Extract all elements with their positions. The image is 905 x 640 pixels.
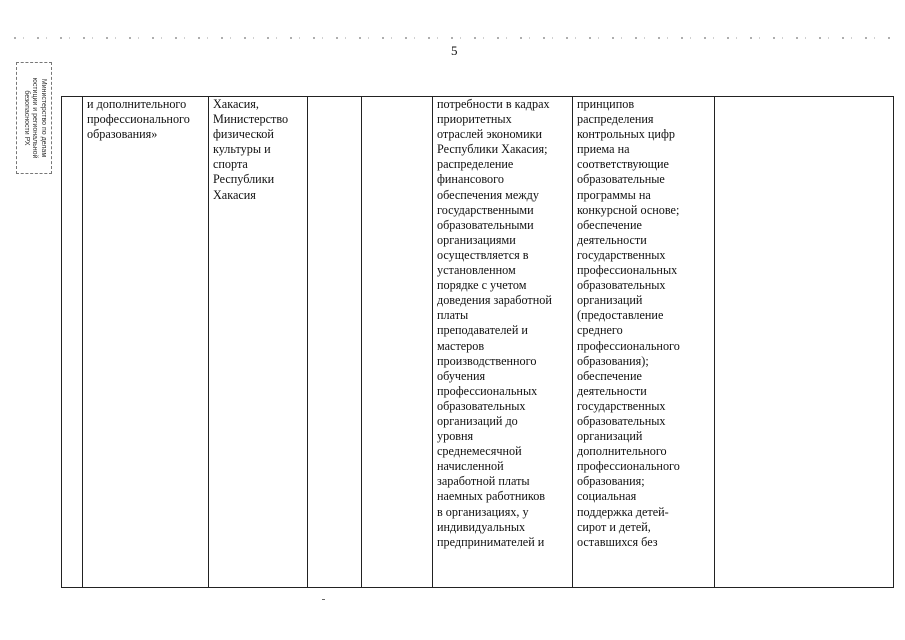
cell-text-line: доведения заработной [437,293,552,308]
cell-text-line: порядке с учетом [437,278,527,293]
cell-text-line: организаций [577,293,643,308]
cell-text-line: социальная [577,489,637,504]
table-cell-expected-results [433,97,573,588]
cell-text-line: образовательными [437,217,534,232]
cell-text-line: профессионального [577,459,680,474]
cell-text-line: обеспечения между [437,187,539,202]
cell-text-line: спорта [213,157,248,172]
cell-text-line: деятельности [577,232,647,247]
cell-text-line: культуры и [213,142,271,157]
cell-text-line: дополнительного [577,444,667,459]
cell-text-line: производственного [437,353,537,368]
cell-text-line: предпринимателей и [437,534,545,549]
cell-text-line: распределение [437,157,514,172]
cell-text-line: образовательные [577,172,665,187]
cell-text-line: организациями [437,232,516,247]
cell-text-line: преподавателей и [437,323,528,338]
cell-text-line: образования); [577,353,649,368]
cell-text-line: образовательных [577,278,666,293]
table-cell-empty [362,97,433,588]
cell-text-line: начисленной [437,459,504,474]
cell-text-line: осуществляется в [437,247,529,262]
cell-text-line: образовательных [577,413,666,428]
cell-text-line: профессиональных [577,263,678,278]
stamp-line: юстиции и региональной [31,77,39,159]
cell-text-line: Хакасия [213,187,256,202]
cell-text-line: государственных [577,247,666,262]
scan-speck [322,599,325,600]
cell-text-line: среднемесячной [437,444,522,459]
cell-text-line: контрольных цифр [577,127,675,142]
cell-text-line: государственными [437,202,534,217]
cell-text-line: профессионального [577,338,680,353]
cell-text-line: образования» [87,127,158,142]
cell-text-line: конкурсной основе; [577,202,680,217]
table-cell-activities [573,97,715,588]
cell-text-line: распределения [577,112,654,127]
page-number: 5 [451,43,458,58]
program-table [61,96,894,588]
table-cell-empty [308,97,362,588]
stamp-text [21,64,47,172]
cell-text-line: отраслей экономики [437,127,543,142]
cell-text-line: в организациях, у [437,504,529,519]
cell-text-line: (предоставление [577,308,664,323]
cell-text-line: среднего [577,323,623,338]
cell-text-line: физической [213,127,274,142]
cell-text-line: установленном [437,263,516,278]
registration-stamp [16,62,52,174]
cell-text-line: профессионального [87,112,190,127]
cell-text-line: обучения [437,368,486,383]
scan-artifact-line [14,37,890,39]
cell-text-line: соответствующие [577,157,669,172]
cell-text-line: образовательных [437,398,526,413]
cell-text-line: и дополнительного [87,97,187,111]
cell-text-line: организаций до [437,413,518,428]
cell-text-line: Министерство [213,112,289,127]
cell-text-line: Республики Хакасия; [437,142,548,157]
cell-text-line: наемных работников [437,489,546,504]
cell-text-line: поддержка детей- [577,504,669,519]
cell-text-line: программы на [577,187,651,202]
table-cell-program [83,97,209,588]
cell-text-line: приема на [577,142,630,157]
cell-text-line: индивидуальных [437,519,526,534]
cell-text-line: профессиональных [437,383,538,398]
stamp-line: Министерство по делам [39,78,47,158]
cell-text-line: Республики [213,172,275,187]
cell-text-line: приоритетных [437,112,512,127]
cell-text-line: уровня [437,429,474,444]
cell-text-line: платы [437,308,469,323]
cell-text-line: принципов [577,97,635,111]
cell-text-line: мастеров [437,338,485,353]
table-cell-empty [715,97,894,588]
cell-text-line: заработной платы [437,474,530,489]
stamp-line: безопасности РХ [22,90,30,146]
cell-text-line: деятельности [577,383,647,398]
cell-text-line: оставшихся без [577,534,658,549]
cell-text-line: сирот и детей, [577,519,651,534]
table-row [62,97,894,588]
table-cell-index [62,97,83,588]
cell-text-line: обеспечение [577,217,642,232]
table-cell-executor [209,97,308,588]
cell-text-line: Хакасия, [213,97,259,111]
cell-text-line: потребности в кадрах [437,97,550,111]
cell-text-line: обеспечение [577,368,642,383]
cell-text-line: организаций [577,429,643,444]
cell-text-line: образования; [577,474,645,489]
cell-text-line: финансового [437,172,504,187]
cell-text-line: государственных [577,398,666,413]
